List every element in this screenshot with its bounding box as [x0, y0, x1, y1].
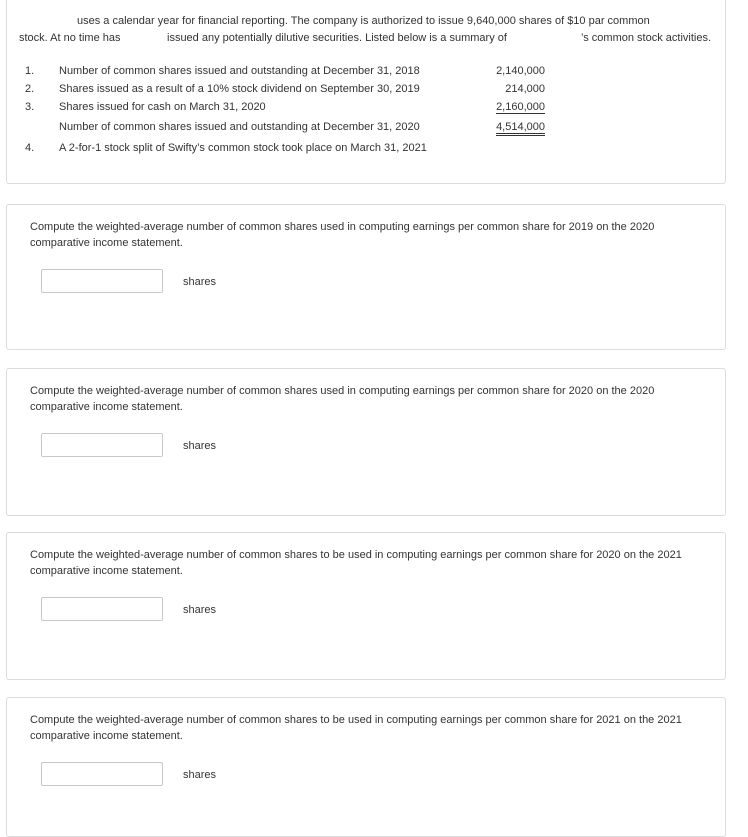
unit-label: shares [183, 440, 217, 452]
unit-label: shares [183, 604, 217, 616]
question-card-2 [6, 368, 726, 516]
list-item-value: 214,000 [505, 83, 545, 95]
list-item-text: A 2-for-1 stock split of Swifty’s common stock took place on March 31, 2021 [59, 142, 427, 154]
intro-line-1: uses a calendar year for financial reporting. The company is authorized to issue 9,640,000 shares of $10 par common [77, 15, 650, 27]
list-item-value [477, 101, 545, 114]
total-value: 4,514,000 [496, 122, 545, 136]
shares-input-2019-on-2020[interactable] [41, 269, 163, 293]
list-item-text: Shares issued as a result of a 10% stock dividend on September 30, 2019 [59, 83, 420, 95]
list-item-text: Shares issued for cash on March 31, 2020 [59, 101, 266, 113]
shares-input-2020-on-2020[interactable] [41, 433, 163, 457]
question-card-3 [6, 532, 726, 680]
list-item-number: 3. [25, 101, 35, 113]
unit-label: shares [183, 276, 217, 288]
question-text: Compute the weighted-average number of common shares to be used in computing earnings per common share for 2020 on the 2021 comparative income statement. [30, 549, 682, 577]
intro-line-2-part-c: ’s common stock activities. [581, 32, 712, 44]
question-text: Compute the weighted-average number of common shares used in computing earnings per common share for 2019 on the 2020 comparative income statement. [30, 221, 655, 249]
shares-input-2020-on-2021[interactable] [41, 597, 163, 621]
list-item-number: 2. [25, 83, 35, 95]
intro-line-2-part-a: stock. At no time has [19, 32, 121, 44]
question-text: Compute the weighted-average number of common shares used in computing earnings per common share for 2020 on the 2020 comparative income statement. [30, 385, 655, 413]
list-item-number: 4. [25, 142, 35, 154]
list-item-text: Number of common shares issued and outstanding at December 31, 2018 [59, 65, 420, 77]
list-item-text: Number of common shares issued and outstanding at December 31, 2020 [59, 121, 420, 133]
subtotal-value: 2,160,000 [496, 101, 545, 113]
intro-line-2-part-b: issued any potentially dilutive securities. Listed below is a summary of [167, 32, 507, 44]
shares-input-2021-on-2021[interactable] [41, 762, 163, 786]
list-item-value: 2,140,000 [496, 65, 545, 77]
problem-statement-card [6, 0, 726, 184]
question-card-4 [6, 697, 726, 837]
question-text: Compute the weighted-average number of common shares to be used in computing earnings per common share for 2021 on the 2021 comparative income statement. [30, 714, 682, 742]
question-card-1 [6, 204, 726, 350]
list-item-number: 1. [25, 65, 35, 77]
unit-label: shares [183, 769, 217, 781]
list-item-value [477, 121, 545, 136]
